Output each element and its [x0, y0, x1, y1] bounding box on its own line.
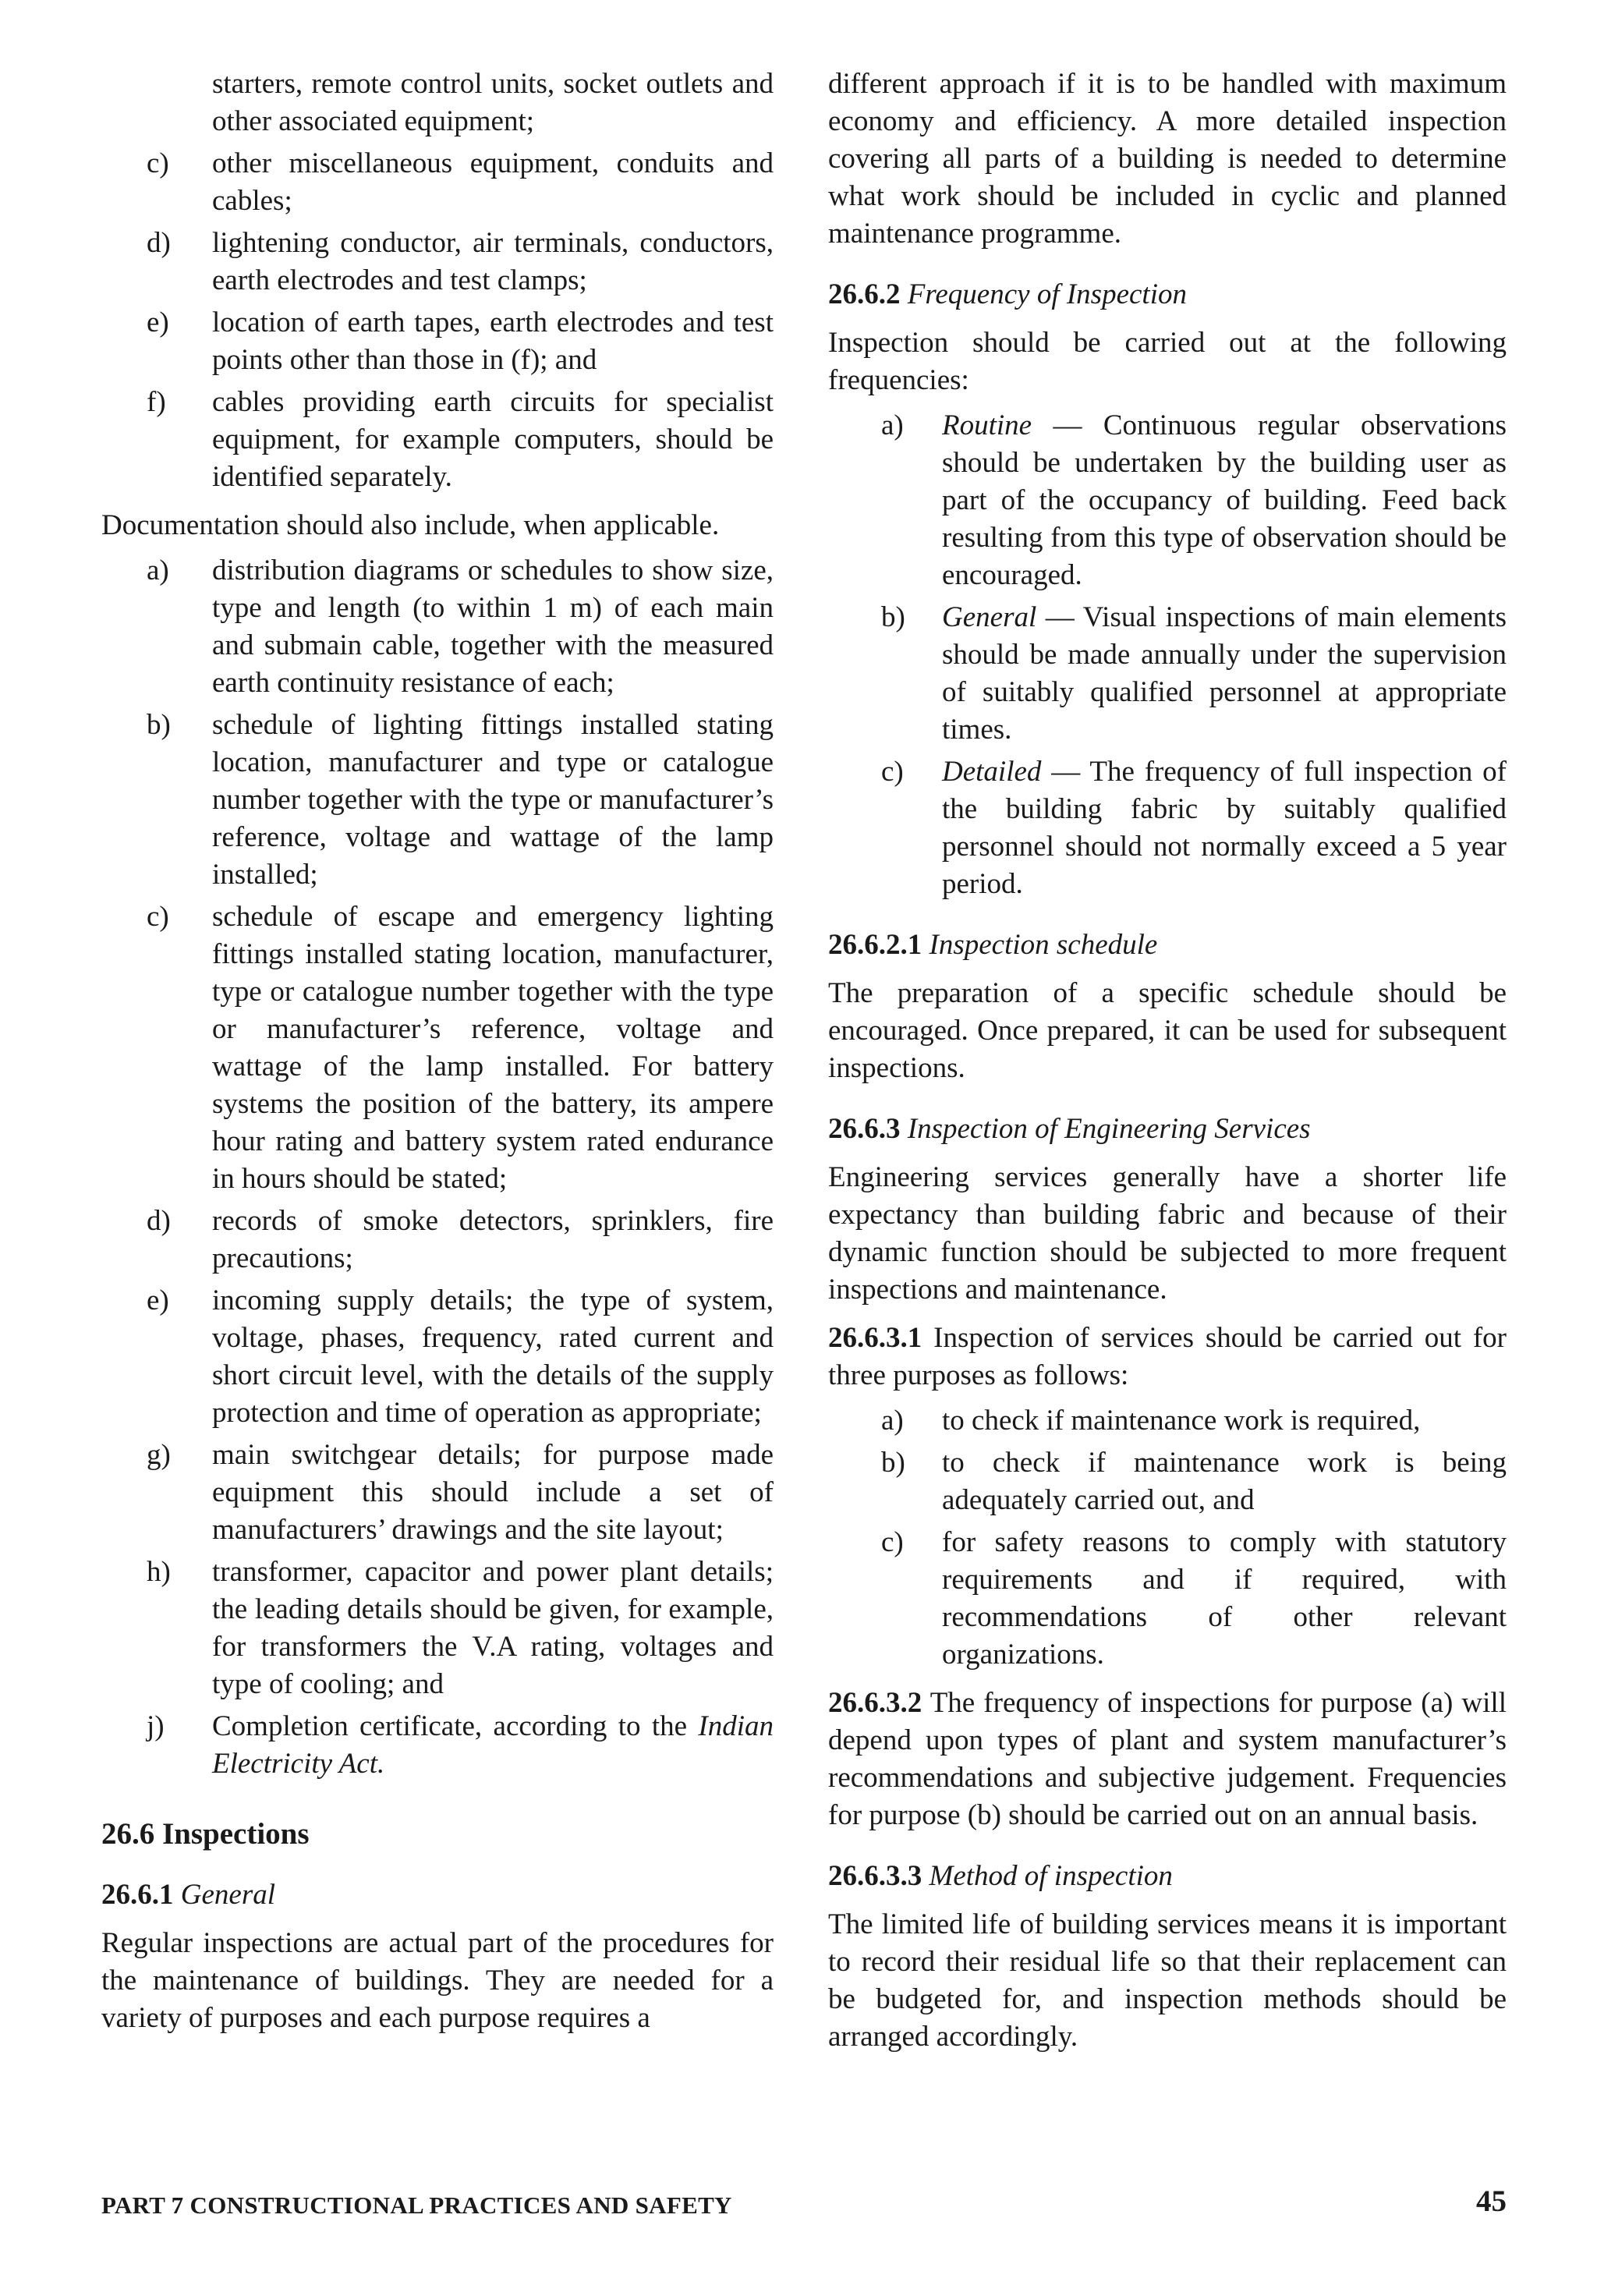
- list-text: location of earth tapes, earth electrodes and test points other than those in (f); and: [212, 306, 774, 376]
- list-label: c): [147, 901, 169, 933]
- list-text: schedule of lighting fittings installed stating location, manufacturer and type or catalogue number together with the type or manufacturer’s reference, voltage and wattage of the lamp installed;: [212, 709, 774, 891]
- left-column: [101, 66, 774, 2045]
- list-label: f): [147, 386, 166, 418]
- right-column: [828, 66, 1507, 2064]
- list-label: b): [881, 1447, 905, 1479]
- list-text: schedule of escape and emergency lighting fittings installed stating location, manufacturer, type or catalogue number together with the type or manufacturer’s reference, voltage and wattage of the lamp installed. For battery systems the position of the battery, its ampere hour rating and battery system rated endurance in hours should be stated;: [212, 901, 774, 1195]
- section-heading-26-6-3-3: 26.6.3.3 Method of inspection: [828, 1860, 1173, 1892]
- list-label: d): [147, 1205, 171, 1237]
- list-item: c) Detailed — The frequency of full inspection of the building fabric by suitably qualified personnel should not normally exceed a 5 year period.: [828, 753, 1507, 903]
- list-item: [101, 384, 774, 496]
- documentation-intro: Documentation should also include, when applicable.: [101, 509, 720, 541]
- section-heading-26-6-2-1: 26.6.2.1 Inspection schedule: [828, 929, 1158, 961]
- paragraph: Engineering services generally have a shorter life expectancy than building fabric and because of their dynamic function should be subjected to more frequent inspections and maintenance.: [828, 1161, 1507, 1306]
- list-text: Completion certificate, according to the: [212, 1710, 688, 1742]
- list-text: lightening conductor, air terminals, conductors, earth electrodes and test clamps;: [212, 227, 774, 296]
- section-heading-26-6-3: 26.6.3 Inspection of Engineering Services: [828, 1113, 1311, 1145]
- paragraph-26-6-3-2: 26.6.3.2 The frequency of inspections for purpose (a) will depend upon types of plant and system manufacturer’s recommendations and subjective judgement. Frequencies for purpose (b) should be carried out on an annual basis.: [828, 1687, 1507, 1831]
- list-label: c): [881, 1526, 904, 1558]
- term: General: [942, 601, 1037, 633]
- section-heading-26-6-1: 26.6.1 General: [101, 1879, 275, 1911]
- term: Routine: [942, 409, 1032, 441]
- page-number: 45: [1476, 2184, 1507, 2218]
- list-label: e): [147, 1284, 169, 1316]
- list-item: [101, 1203, 774, 1277]
- list-item: [101, 145, 774, 220]
- list-item: [101, 552, 774, 702]
- list-label: a): [881, 409, 904, 441]
- list-label: j): [147, 1710, 165, 1742]
- list-item: [828, 1524, 1507, 1674]
- list-text: for safety reasons to comply with statutory requirements and if required, with recommendations of other relevant organizations.: [942, 1526, 1507, 1671]
- section-heading-26-6-2: 26.6.2 Frequency of Inspection: [828, 278, 1187, 310]
- list-item: [101, 225, 774, 299]
- paragraph: The preparation of a specific schedule should be encouraged. Once prepared, it can be used for subsequent inspections.: [828, 977, 1507, 1084]
- list-label: h): [147, 1556, 171, 1588]
- list-item: b) General — Visual inspections of main elements should be made annually under the supervision of suitably qualified personnel at appropriate times.: [828, 599, 1507, 749]
- list-text: other miscellaneous equipment, conduits and cables;: [212, 147, 774, 217]
- paragraph: The limited life of building services means it is important to record their residual life so that their replacement can be budgeted for, and inspection methods should be arranged accordingly.: [828, 1908, 1507, 2053]
- paragraph: Inspection should be carried out at the following frequencies:: [828, 327, 1507, 396]
- list-text: records of smoke detectors, sprinklers, fire precautions;: [212, 1205, 774, 1274]
- list-item: [101, 1554, 774, 1703]
- list-item: [101, 898, 774, 1198]
- list-text: cables providing earth circuits for specialist equipment, for example computers, should be identified separately.: [212, 386, 774, 493]
- list-text: to check if maintenance work is being adequately carried out, and: [942, 1447, 1507, 1516]
- list-label: b): [147, 709, 171, 741]
- list-text: transformer, capacitor and power plant details; the leading details should be given, for example, for transformers the V.A rating, voltages and type of cooling; and: [212, 1556, 774, 1700]
- list-label: a): [881, 1405, 904, 1437]
- list-label: d): [147, 227, 171, 259]
- list-text: main switchgear details; for purpose made equipment this should include a set of manufacturers’ drawings and the site layout;: [212, 1439, 774, 1546]
- list-item: [101, 1282, 774, 1432]
- list-item: [101, 1708, 774, 1783]
- section-heading-26-6: 26.6 Inspections: [101, 1817, 310, 1851]
- act-name: Indian Electricity Act.: [212, 1710, 774, 1780]
- list-item: a) Routine — Continuous regular observations should be undertaken by the building user as part of the occupancy of building. Feed back resulting from this type of observation should be encouraged.: [828, 407, 1507, 594]
- list-label: e): [147, 306, 169, 338]
- list-item: [828, 1444, 1507, 1519]
- list-item: [101, 707, 774, 894]
- list-label: c): [147, 147, 169, 179]
- paragraph: different approach if it is to be handled with maximum economy and efficiency. A more detailed inspection covering all parts of a building is needed to determine what work should be included in cyclic and planned maintenance programme.: [828, 68, 1507, 250]
- list-text: distribution diagrams or schedules to show size, type and length (to within 1 m) of each main and submain cable, together with the measured earth continuity resistance of each;: [212, 555, 774, 699]
- list-item: [101, 1437, 774, 1549]
- list-text: incoming supply details; the type of system, voltage, phases, frequency, rated current and short circuit level, with the details of the supply protection and time of operation as appropriate;: [212, 1284, 774, 1429]
- list-label: g): [147, 1439, 171, 1471]
- list-label: b): [881, 601, 905, 633]
- list-label: c): [881, 756, 904, 788]
- paragraph: Regular inspections are actual part of the procedures for the maintenance of buildings. They are needed for a variety of purposes and each purpose requires a: [101, 1927, 774, 2034]
- list-item: starters, remote control units, socket outlets and other associated equipment;: [212, 68, 774, 137]
- list-label: a): [147, 555, 169, 586]
- paragraph-26-6-3-1: 26.6.3.1 Inspection of services should be carried out for three purposes as follows:: [828, 1322, 1507, 1391]
- term: Detailed: [942, 756, 1042, 788]
- list-text: to check if maintenance work is required,: [942, 1405, 1421, 1437]
- list-item: [101, 304, 774, 379]
- list-item: [828, 1402, 1507, 1440]
- page-footer: PART 7 CONSTRUCTIONAL PRACTICES AND SAFETY: [101, 2191, 732, 2219]
